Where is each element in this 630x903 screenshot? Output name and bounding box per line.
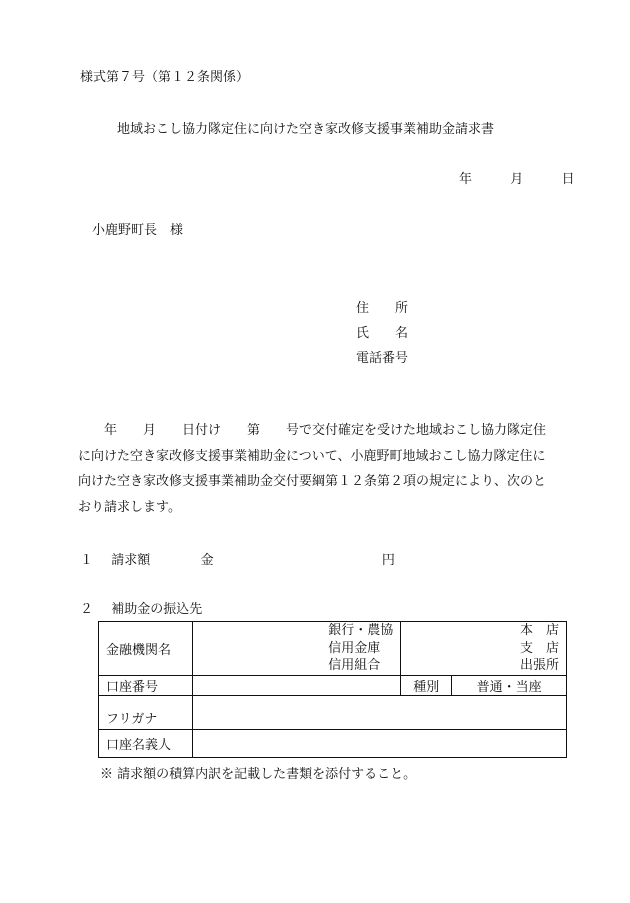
institution-type-kumiai: 信用組合 (328, 658, 381, 674)
furigana-label: フリガナ (99, 696, 193, 730)
phone-label: 電話番号 (356, 351, 409, 366)
date-year-label: 年 (459, 172, 473, 187)
branch-type-office: 出張所 (519, 658, 559, 674)
institution-type-bank: 銀行・農協 (328, 623, 394, 639)
amount-unit: 円 (381, 553, 395, 568)
transfer-destination-heading (80, 598, 202, 617)
account-number-row (99, 676, 567, 696)
address-label: 住 所 (356, 301, 409, 316)
form-number: 様式第７号（第１２条関係） (80, 70, 250, 85)
institution-label: 金融機関名 (99, 622, 193, 676)
institution-type-shinkin: 信用金庫 (328, 640, 381, 656)
furigana-row (99, 696, 567, 730)
item1-label: 請求額 (111, 553, 151, 568)
amount-prefix: 金 (200, 553, 214, 568)
account-number-field[interactable] (192, 676, 400, 696)
holder-field[interactable] (192, 730, 566, 758)
attachment-note: ※ 請求額の積算内訳を記載した書類を添付すること。 (100, 767, 417, 782)
account-type-options[interactable]: 普通・当座 (452, 676, 567, 696)
branch-type-main: 本 店 (519, 623, 559, 639)
name-label: 氏 名 (356, 326, 409, 341)
request-body-text (78, 418, 566, 520)
account-type-label: 種別 (401, 676, 452, 696)
account-number-label: 口座番号 (99, 676, 193, 696)
bank-account-table (98, 621, 567, 758)
item2-label: 補助金の振込先 (111, 602, 203, 617)
branch-type-branch: 支 店 (519, 640, 559, 656)
body-line: おり請求します。 (78, 499, 181, 515)
body-line: に向けた空き家改修支援事業補助金について、小鹿野町地域おこし協力隊定住に (78, 448, 546, 464)
item1-number: １ (80, 553, 94, 568)
holder-row (99, 730, 567, 758)
addressee: 小鹿野町長 様 (92, 223, 184, 238)
date-day-label: 日 (561, 172, 575, 187)
furigana-field[interactable] (192, 696, 566, 730)
date-month-label: 月 (510, 172, 524, 187)
institution-type-cell[interactable] (192, 622, 400, 676)
document-title: 地域おこし協力隊定住に向けた空き家改修支援事業補助金請求書 (117, 122, 495, 137)
body-line: 向けた空き家改修支援事業補助金交付要綱第１２条第２項の規定により、次のと (78, 474, 547, 489)
date-line (459, 168, 575, 187)
branch-type-cell[interactable] (401, 622, 567, 676)
institution-row (99, 622, 567, 676)
item2-number: ２ (80, 602, 94, 617)
body-line: 年 月 日付け 第 号で交付確定を受けた地域おこし協力隊定住 (78, 423, 547, 438)
holder-label: 口座名義人 (99, 730, 193, 758)
request-amount-row (80, 549, 395, 568)
